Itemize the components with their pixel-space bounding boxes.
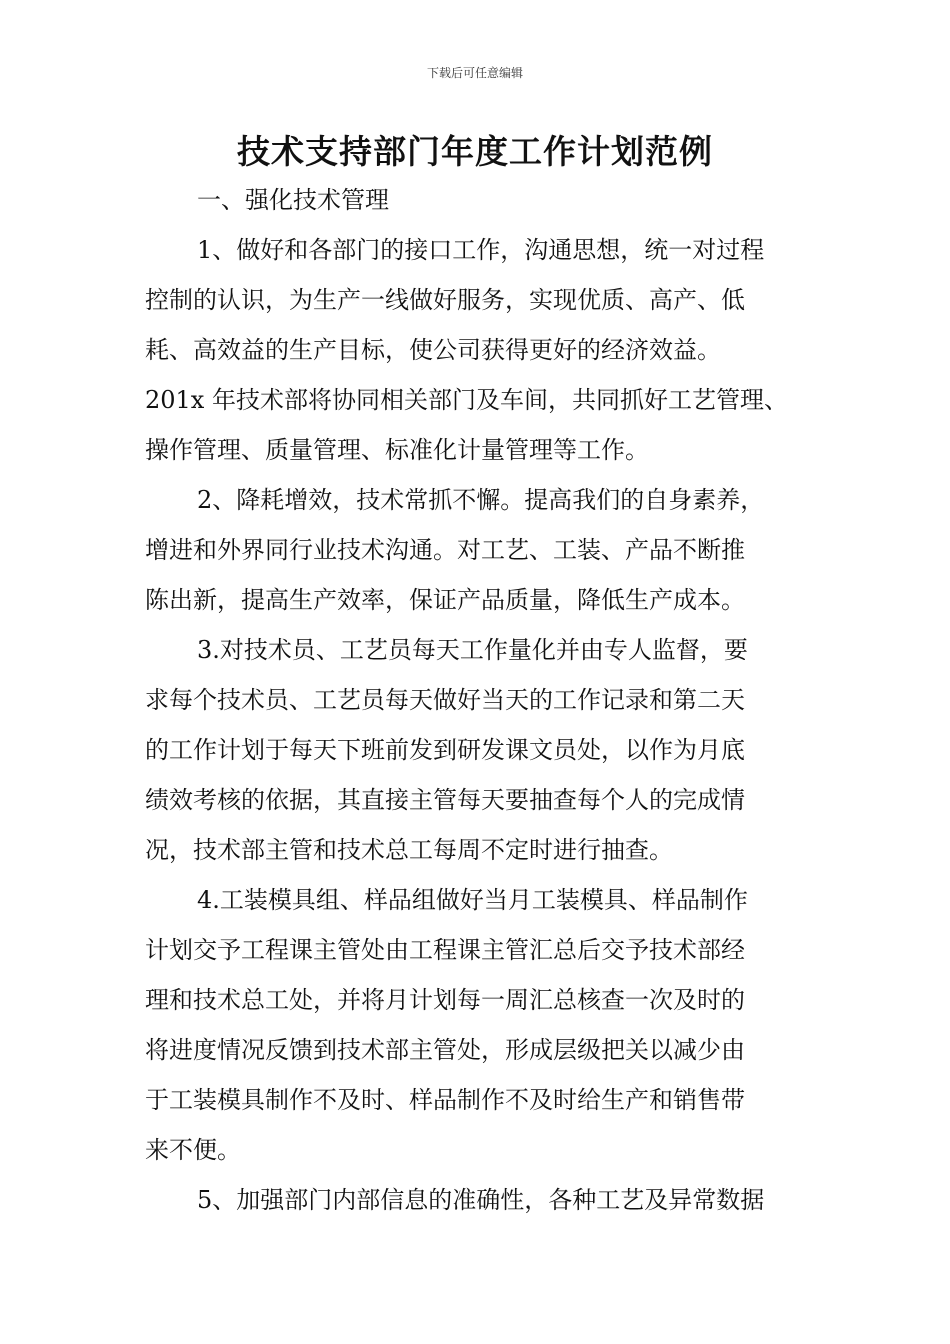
text-line: 计划交予工程课主管处由工程课主管汇总后交予技术部经 — [145, 936, 745, 964]
text-line: 绩效考核的依据，其直接主管每天要抽查每个人的完成情 — [145, 786, 745, 814]
text-line: 3.对技术员、工艺员每天工作量化并由专人监督，要 — [197, 636, 748, 664]
paragraph-1 — [145, 225, 810, 475]
text-line: 控制的认识，为生产一线做好服务，实现优质、高产、低 — [145, 286, 745, 314]
text-line: 操作管理、质量管理、标准化计量管理等工作。 — [145, 436, 649, 464]
paragraph-5 — [145, 1175, 810, 1225]
text-line: 陈出新，提高生产效率，保证产品质量，降低生产成本。 — [145, 586, 745, 614]
text-line: 增进和外界同行业技术沟通。对工艺、工装、产品不断推 — [145, 536, 745, 564]
paragraph-4 — [145, 875, 810, 1175]
paragraph-2 — [145, 475, 810, 625]
paragraph-3 — [145, 625, 810, 875]
text-line: 1、做好和各部门的接口工作，沟通思想，统一对过程 — [197, 236, 765, 264]
document-title: 技术支持部门年度工作计划范例 — [237, 132, 713, 171]
text-line: 来不便。 — [145, 1136, 241, 1164]
text-line: 将进度情况反馈到技术部主管处，形成层级把关以减少由 — [145, 1036, 745, 1064]
text-line: 201x 年技术部将协同相关部门及车间，共同抓好工艺管理、 — [145, 386, 788, 414]
section-heading: 一、强化技术管理 — [197, 186, 389, 214]
text-line: 况，技术部主管和技术总工每周不定时进行抽查。 — [145, 836, 673, 864]
text-line: 的工作计划于每天下班前发到研发课文员处，以作为月底 — [145, 736, 745, 764]
document-body — [145, 175, 810, 1225]
header-note: 下载后可任意编辑 — [426, 66, 523, 80]
text-line: 2、降耗增效，技术常抓不懈。提高我们的自身素养， — [197, 486, 765, 514]
text-line: 理和技术总工处，并将月计划每一周汇总核查一次及时的 — [145, 986, 745, 1014]
text-line: 4.工装模具组、样品组做好当月工装模具、样品制作 — [197, 886, 748, 914]
text-line: 耗、高效益的生产目标，使公司获得更好的经济效益。 — [145, 336, 721, 364]
text-line: 5、加强部门内部信息的准确性，各种工艺及异常数据 — [197, 1186, 765, 1214]
text-line: 求每个技术员、工艺员每天做好当天的工作记录和第二天 — [145, 686, 745, 714]
text-line: 于工装模具制作不及时、样品制作不及时给生产和销售带 — [145, 1086, 745, 1114]
